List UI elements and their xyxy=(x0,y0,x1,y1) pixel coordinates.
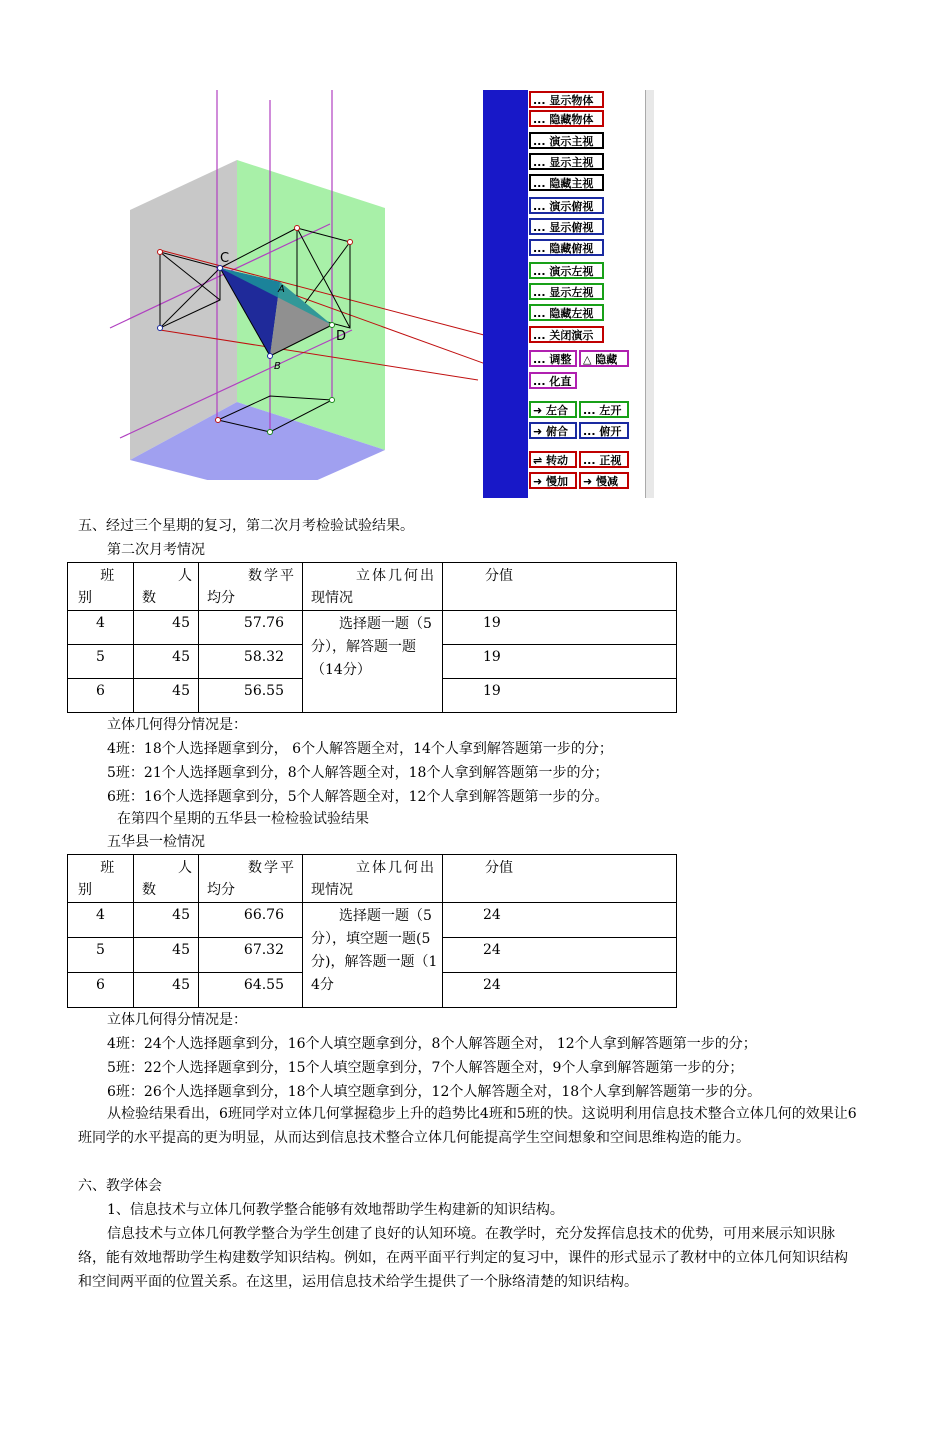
header-count: 人 数 xyxy=(134,563,199,611)
cell-score: 24 xyxy=(443,938,677,973)
appear-text: 选择题一题（5分），填空题一题(5分)，解答题一题（14分 xyxy=(311,908,438,993)
score-line: 4班：24个人选择题拿到分，16个人填空题拿到分，8个人解答题全对， 12个人拿到解答题第一步的分； xyxy=(107,1036,757,1052)
cell-class: 4 xyxy=(68,611,134,645)
panel-button[interactable]: ... 隐藏主视 xyxy=(529,174,604,191)
geometry-figure xyxy=(100,85,485,480)
panel-button[interactable]: ... 演示主视 xyxy=(529,132,604,149)
cell-count: 45 xyxy=(134,903,199,938)
score-line: 6班：16个人选择题拿到分，5个人解答题全对，12个人拿到解答题第一步的分。 xyxy=(107,789,609,805)
cell-count: 45 xyxy=(134,611,199,645)
panel-button[interactable]: ... 显示主视 xyxy=(529,153,604,170)
control-panel xyxy=(483,90,653,498)
header-score: 分值 xyxy=(443,855,677,903)
header-appear: 立体几何出 现情况 xyxy=(303,563,443,611)
panel-button[interactable]: ... 显示物体 xyxy=(529,91,604,108)
cell-avg: 58.32 xyxy=(199,645,303,679)
cell-score: 19 xyxy=(443,645,677,679)
conclusion-paragraph: 从检验结果看出，6班同学对立体几何掌握稳步上升的趋势比4班和5班的快。这说明利用信息技术整合立体几何的效果让6班同学的水平提高的更为明显，从而达到信息技术整合立体几何能提高学生空间想象和空间思维构造的能力。 xyxy=(78,1106,857,1146)
label-a: A xyxy=(278,284,285,295)
panel-button[interactable]: ... 显示左视 xyxy=(529,283,604,300)
table-county-exam xyxy=(67,854,677,1008)
top-open-button[interactable]: ... 俯开 xyxy=(579,422,629,439)
table2-caption: 五华县一检情况 xyxy=(107,834,205,850)
section6-heading: 六、教学体会 xyxy=(78,1178,162,1194)
cell-score: 24 xyxy=(443,973,677,1008)
score-line: 6班：26个人选择题拿到分，18个人填空题拿到分，12个人解答题全对，18个人拿到解答题第一步的分。 xyxy=(107,1084,762,1100)
cell-class: 6 xyxy=(68,973,134,1008)
hide-button[interactable]: △ 隐藏 xyxy=(579,350,629,367)
table-header-row xyxy=(68,855,677,903)
section6-paragraph: 信息技术与立体几何教学整合为学生创建了良好的认知环境。在教学时，充分发挥信息技术的优势，可用来展示知识脉络，能有效地帮助学生构建数学知识结构。例如，在两平面平行判定的复习中，课件的形式显示了教材中的立体几何知识结构和空间两平面的位置关系。在这里，运用信息技术给学生提供了一个脉络清楚的知识结构。 xyxy=(78,1226,848,1290)
panel-button[interactable]: ... 演示俯视 xyxy=(529,197,604,214)
score-line: 4班：18个人选择题拿到分， 6个人解答题全对，14个人拿到解答题第一步的分； xyxy=(107,741,613,757)
header-score: 分值 xyxy=(443,563,677,611)
section6-point1: 1、信息技术与立体几何教学整合能够有效地帮助学生构建新的知识结构。 xyxy=(107,1202,564,1218)
cell-count: 45 xyxy=(134,938,199,973)
cell-avg: 64.55 xyxy=(199,973,303,1008)
cell-score: 19 xyxy=(443,611,677,645)
label-d: D xyxy=(336,329,347,344)
label-b: B xyxy=(274,361,281,372)
panel-button[interactable]: ... 显示俯视 xyxy=(529,218,604,235)
simplify-button[interactable]: ... 化直 xyxy=(529,372,577,389)
label-c: C xyxy=(220,251,230,266)
slow-down-button[interactable]: ➜ 慢减 xyxy=(579,472,629,489)
table-row xyxy=(68,611,677,645)
table-second-monthly xyxy=(67,562,677,713)
score-intro-1: 立体几何得分情况是： xyxy=(107,717,247,733)
cell-count: 45 xyxy=(134,645,199,679)
cell-class: 5 xyxy=(68,645,134,679)
panel-button[interactable]: ... 隐藏物体 xyxy=(529,110,604,127)
cell-class: 6 xyxy=(68,679,134,713)
cell-avg: 67.32 xyxy=(199,938,303,973)
cell-avg: 57.76 xyxy=(199,611,303,645)
cell-class: 4 xyxy=(68,903,134,938)
adjust-button[interactable]: ... 调整 xyxy=(529,350,577,367)
speed-up-button[interactable]: ➜ 慢加 xyxy=(529,472,577,489)
fourth-week-note: 在第四个星期的五华县一检检验试验结果 xyxy=(117,811,369,827)
score-line: 5班：22个人选择题拿到分，15个人填空题拿到分，7个人解答题全对，9个人拿到解答题第一步的分； xyxy=(107,1060,744,1076)
cell-appear xyxy=(303,611,443,713)
table1-caption: 第二次月考情况 xyxy=(107,542,205,558)
score-line: 5班：21个人选择题拿到分，8个人解答题全对，18个人拿到解答题第一步的分； xyxy=(107,765,609,781)
header-appear: 立体几何出 现情况 xyxy=(303,855,443,903)
section5-heading: 五、经过三个星期的复习，第二次月考检验试验结果。 xyxy=(78,518,414,534)
cell-appear xyxy=(303,903,443,1008)
table-header-row xyxy=(68,563,677,611)
cell-avg: 56.55 xyxy=(199,679,303,713)
score-intro-2: 立体几何得分情况是： xyxy=(107,1012,247,1028)
left-open-button[interactable]: ... 左开 xyxy=(579,401,629,418)
cell-count: 45 xyxy=(134,679,199,713)
cell-score: 24 xyxy=(443,903,677,938)
panel-button[interactable]: ... 隐藏左视 xyxy=(529,304,604,321)
cell-avg: 66.76 xyxy=(199,903,303,938)
top-merge-button[interactable]: ➜ 俯合 xyxy=(529,422,577,439)
header-avg: 数学平 均分 xyxy=(199,855,303,903)
panel-button[interactable]: ... 演示左视 xyxy=(529,262,604,279)
front-view-button[interactable]: ... 正视 xyxy=(579,451,629,468)
left-merge-button[interactable]: ➜ 左合 xyxy=(529,401,577,418)
header-avg: 数学平 均分 xyxy=(199,563,303,611)
cell-score: 19 xyxy=(443,679,677,713)
rotate-button[interactable]: ⇌ 转动 xyxy=(529,451,577,468)
table-row xyxy=(68,903,677,938)
cell-count: 45 xyxy=(134,973,199,1008)
panel-button[interactable]: ... 隐藏俯视 xyxy=(529,239,604,256)
header-count: 人 数 xyxy=(134,855,199,903)
appear-text: 选择题一题（5分），解答题一题（14分） xyxy=(311,616,432,678)
header-class: 班 别 xyxy=(68,563,134,611)
cell-class: 5 xyxy=(68,938,134,973)
header-class: 班 别 xyxy=(68,855,134,903)
panel-button[interactable]: ... 关闭演示 xyxy=(529,326,604,343)
